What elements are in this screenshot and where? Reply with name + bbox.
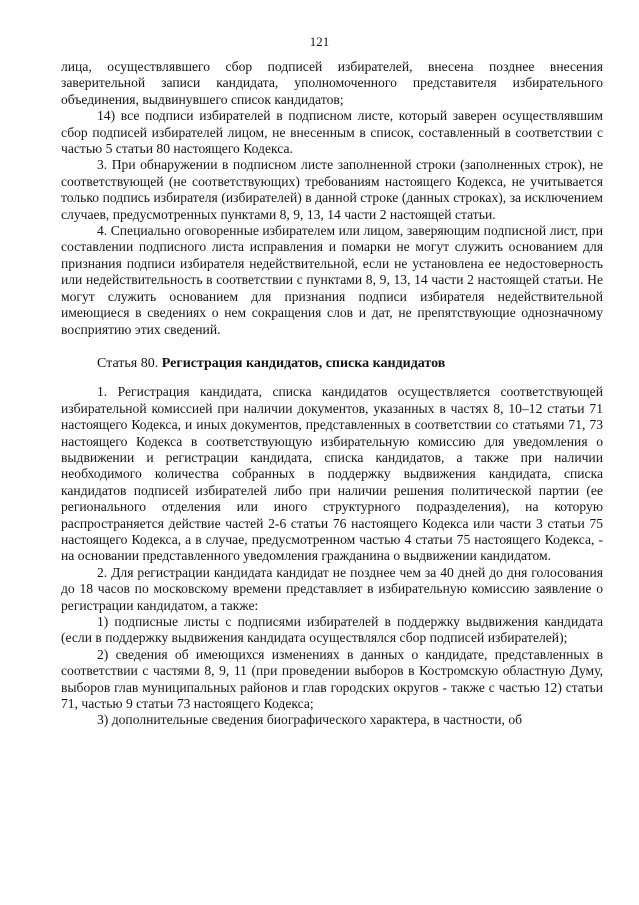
paragraph-item-14: 14) все подписи избирателей в подписном листе, который заверен осуществлявшим сбор подписей избирателей лицом, не внесенным в список, составленный в соответствии с частью 5 статьи 80 настоящего Кодекса. (61, 108, 603, 157)
paragraph-part-1: 1. Регистрация кандидата, списка кандидатов осуществляется соответствующей избирательной комиссией при наличии документов, указанных в частях 8, 10–12 статьи 71 настоящего Кодекса, и иных документов, представленных в соответствии со статьями 71, 73 настоящего Кодекса в соответствующую избирательную комиссию для уведомления о выдвижении и регистрации кандидата, списка кандидатов, а также при наличии необходимого количества собранных в поддержку выдвижения кандидата, списка кандидатов подписей избирателей либо при наличии решения политической партии (ее регионального отделения или иного структурного подразделения), на которую распространяется действие частей 2-6 статьи 76 настоящего Кодекса или части 3 статьи 75 настоящего Кодекса, а в случае, предусмотренном частью 4 статьи 75 настоящего Кодекса, - на основании представленного уведомления гражданина о выдвижении кандидатом. (61, 384, 603, 564)
article-number: Статья 80. (97, 355, 162, 371)
article-heading (61, 356, 603, 372)
paragraph-part-4: 4. Специально оговоренные избирателем или лицом, заверяющим подписной лист, при составлении подписного листа исправления и помарки не могут служить основанием для признания подписи избирателя недействительной, если не установлена ее недостоверность или недействительность в соответствии с пунктами 8, 9, 13, 14 части 2 настоящей статьи. Не могут служить основанием для признания подписи избирателя недействительной имеющиеся в сведениях о нем сокращения слов и дат, не препятствующие однозначному восприятию этих сведений. (61, 223, 603, 337)
document-body (61, 59, 603, 729)
paragraph-sub-3: 3) дополнительные сведения биографического характера, в частности, об (97, 712, 523, 728)
paragraph-sub-1: 1) подписные листы с подписями избирателей в поддержку выдвижения кандидата (если в поддержку выдвижения кандидата осуществлялся сбор подписей избирателей); (61, 614, 603, 646)
paragraph-part-3: 3. При обнаружении в подписном листе заполненной строки (заполненных строк), не соответствующей (не соответствующих) требованиям настоящего Кодекса, не учитывается только подпись избирателя (избирателей) в данной строке (данных строках), за исключением случаев, предусмотренных пунктами 8, 9, 13, 14 части 2 настоящей статьи. (61, 157, 603, 222)
paragraph-continuation: лица, осуществлявшего сбор подписей избирателей, внесена позднее внесения заверительной записи кандидата, уполномоченного представителя избирательного объединения, выдвинувшего список кандидатов; (61, 59, 603, 107)
page-number: 121 (309, 34, 330, 49)
paragraph-part-2: 2. Для регистрации кандидата кандидат не позднее чем за 40 дней до дня голосования до 18 часов по московскому времени представляет в избирательную комиссию заявление о регистрации кандидатом, а также: (61, 564, 603, 613)
article-title: Регистрация кандидатов, списка кандидатов (161, 355, 446, 371)
paragraph-sub-2: 2) сведения об имеющихся изменениях в данных о кандидате, представленных в соответствии с частями 8, 9, 11 (при проведении выборов в Костромскую областную Думу, выборов глав муниципальных районов и глав городских округов - также с частью 12) статьи 71, частью 9 статьи 73 настоящего Кодекса; (61, 646, 603, 712)
